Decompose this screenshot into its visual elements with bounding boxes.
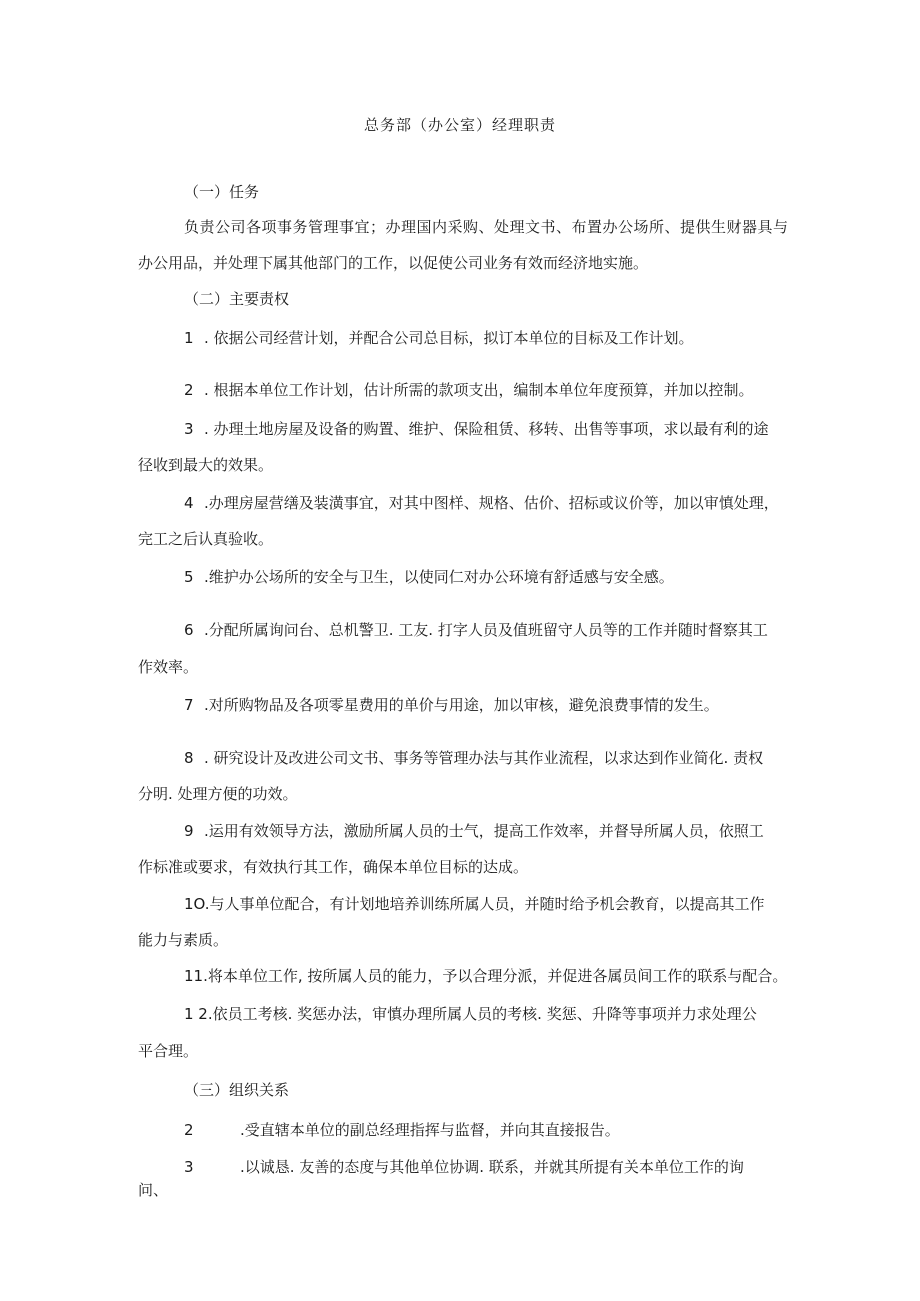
responsibility-item-11 [184,966,788,986]
item-text: . 根据本单位工作计划，估计所需的款项支出，编制本单位年度预算，并加以控制。 [204,381,754,399]
item-number: 11. [184,967,208,985]
tasks-text-line-1: 负责公司各项事务管理事宜；办理国内采购、处理文书、布置办公场所、提供生财器具与 [184,218,788,236]
item-text: . 依据公司经营计划，并配合公司总目标，拟订本单位的目标及工作计划。 [204,329,694,347]
item-text: . 办理土地房屋及设备的购置、维护、保险租赁、移转、出售等事项，求以最有利的途 [204,420,769,438]
item-number: 6 [184,621,194,639]
item-text: 与人事单位配合，有计划地培养训练所属人员，并随时给予机会教育，以提高其工作 [209,895,765,913]
item-number: 3 [184,1158,194,1176]
item-number: 7 [184,696,194,714]
responsibility-item-4 [184,493,788,513]
responsibility-item-4-cont: 完工之后认真验收。 [138,530,274,548]
responsibility-item-2 [184,380,788,400]
responsibility-item-9 [184,821,788,841]
responsibility-item-6 [184,620,788,640]
tasks-text-line-2: 办公用品，并处理下属其他部门的工作，以促使公司业务有效而经济地实施。 [138,254,649,272]
responsibility-item-7 [184,695,788,715]
item-number: 2 [184,381,194,399]
item-text: .维护办公场所的安全与卫生，以使同仁对办公环境有舒适感与安全感。 [204,568,674,586]
section-heading-responsibilities: （二）主要责权 [184,290,290,308]
item-text: .办理房屋营缮及装潢事宜，对其中图样、规格、估价、招标或议价等，加以审慎处理， [204,494,779,512]
item-text: . 研究设计及改进公司文书、事务等管理办法与其作业流程，以求达到作业简化. 责权 [204,749,764,767]
responsibility-item-9-cont: 作标准或要求，有效执行其工作，确保本单位目标的达成。 [138,858,529,876]
section-heading-tasks: （一）任务 [184,183,260,201]
responsibility-item-10-cont: 能力与素质。 [138,931,229,949]
organization-item-3 [184,1157,788,1177]
item-text: 将本单位工作, 按所属人员的能力，予以合理分派，并促进各属员间工作的联系与配合。 [207,967,788,985]
item-text: .运用有效领导方法，激励所属人员的士气，提高工作效率，并督导所属人员，依照工 [204,822,764,840]
organization-item-2 [184,1120,788,1140]
responsibility-item-10 [184,894,788,914]
responsibility-item-6-cont: 作效率。 [138,658,199,676]
item-number: 8 [184,749,194,767]
item-number: 1 [184,329,194,347]
item-number: 5 [184,568,194,586]
item-number: 2 [184,1121,194,1139]
responsibility-item-8-cont: 分明. 处理方便的功效。 [138,785,298,803]
item-number: 1 2. [184,1005,213,1023]
item-number: 9 [184,822,194,840]
item-text: .以诚恳. 友善的态度与其他单位协调. 联系，并就其所提有关本单位工作的询 [240,1158,744,1176]
item-text: 依员工考核. 奖惩办法，审慎办理所属人员的考核. 奖惩、升降等事项并力求处理公 [212,1005,757,1023]
responsibility-item-8 [184,748,788,768]
responsibility-item-3 [184,419,788,439]
item-number: 3 [184,420,194,438]
item-text: .对所购物品及各项零星费用的单价与用途，加以审核，避免浪费事情的发生。 [204,696,719,714]
responsibility-item-3-cont: 径收到最大的效果。 [138,456,274,474]
organization-item-3-cont: 问、 [138,1181,169,1199]
responsibility-item-12 [184,1004,788,1024]
responsibility-item-12-cont: 平合理。 [138,1042,199,1060]
item-text: .分配所属询问台、总机警卫. 工友. 打字人员及值班留守人员等的工作并随时督察其工 [204,621,768,639]
page-title: 总务部（办公室）经理职责 [363,116,556,134]
item-number: 1O. [184,895,210,913]
section-heading-organization: （三）组织关系 [184,1081,290,1099]
responsibility-item-5 [184,567,788,587]
responsibility-item-1 [184,328,788,348]
item-text: .受直辖本单位的副总经理指挥与监督，并向其直接报告。 [240,1121,620,1139]
item-number: 4 [184,494,194,512]
